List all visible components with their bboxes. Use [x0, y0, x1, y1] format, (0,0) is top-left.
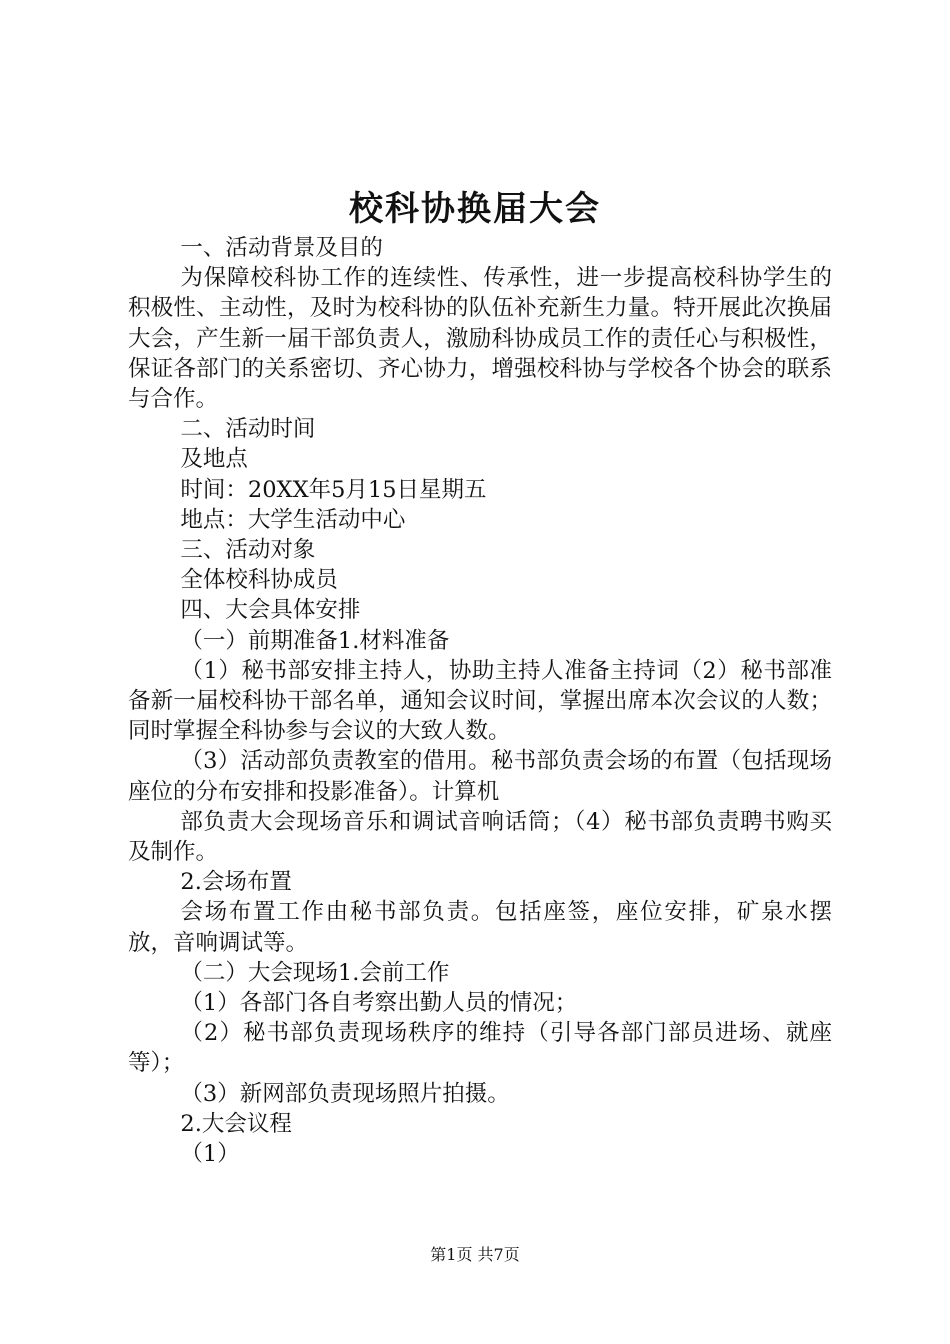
list-item-photos: （3）新网部负责现场照片拍摄。 [180, 1080, 510, 1107]
audience-text: 全体校科协成员 [180, 567, 338, 594]
list-item-order: （2）秘书部负责现场秩序的维持（引导各部门部员进场、就座等）； [128, 1020, 832, 1077]
paragraph-venue: 会场布置工作由秘书部负责。包括座签，座位安排，矿泉水摆放，音响调试等。 [128, 899, 832, 956]
heading-arrangement: 四、大会具体安排 [180, 597, 361, 624]
list-item-agenda-1: （1） [180, 1141, 240, 1168]
page-number: 第1页 共7页 [430, 1245, 520, 1264]
list-item-attendance: （1）各部门各自考察出勤人员的情况； [180, 990, 578, 1017]
paragraph-activity-tasks: （3）活动部负责教室的借用。秘书部负责会场的布置（包括现场座位的分布安排和投影准备）。计算机 [128, 748, 832, 805]
document-title: 校科协换届大会 [349, 189, 601, 229]
heading-time: 二、活动时间 [180, 416, 316, 443]
document-body [128, 233, 832, 1169]
subheading-venue: 2.会场布置 [180, 869, 292, 896]
event-time: 时间：20XX年5月15日星期五 [180, 476, 487, 503]
paragraph-secretary-tasks: （1）秘书部安排主持人，协助主持人准备主持词（2）秘书部准备新一届校科协干部名单，通知会议时间，掌握出席本次会议的人数；同时掌握全科协参与会议的大致人数。 [128, 657, 832, 745]
subheading-onsite: （二）大会现场1.会前工作 [180, 959, 450, 986]
heading-background: 一、活动背景及目的 [180, 235, 383, 261]
paragraph-background: 为保障校科协工作的连续性、传承性，进一步提高校科协学生的积极性、主动性，及时为校科协的队伍补充新生力量。特开展此次换届大会，产生新一届干部负责人，激励科协成员工作的责任心与积极性，保证各部门的关系密切、齐心协力，增强校科协与学校各个协会的联系与合作。 [128, 265, 832, 413]
subheading-preparation: （一）前期准备1.材料准备 [180, 627, 450, 654]
heading-place: 及地点 [180, 446, 248, 473]
paragraph-computer-tasks: 部负责大会现场音乐和调试音响话筒；（4）秘书部负责聘书购买及制作。 [128, 808, 832, 866]
event-place: 地点：大学生活动中心 [180, 506, 406, 533]
heading-audience: 三、活动对象 [180, 537, 316, 564]
subheading-agenda: 2.大会议程 [180, 1110, 292, 1137]
